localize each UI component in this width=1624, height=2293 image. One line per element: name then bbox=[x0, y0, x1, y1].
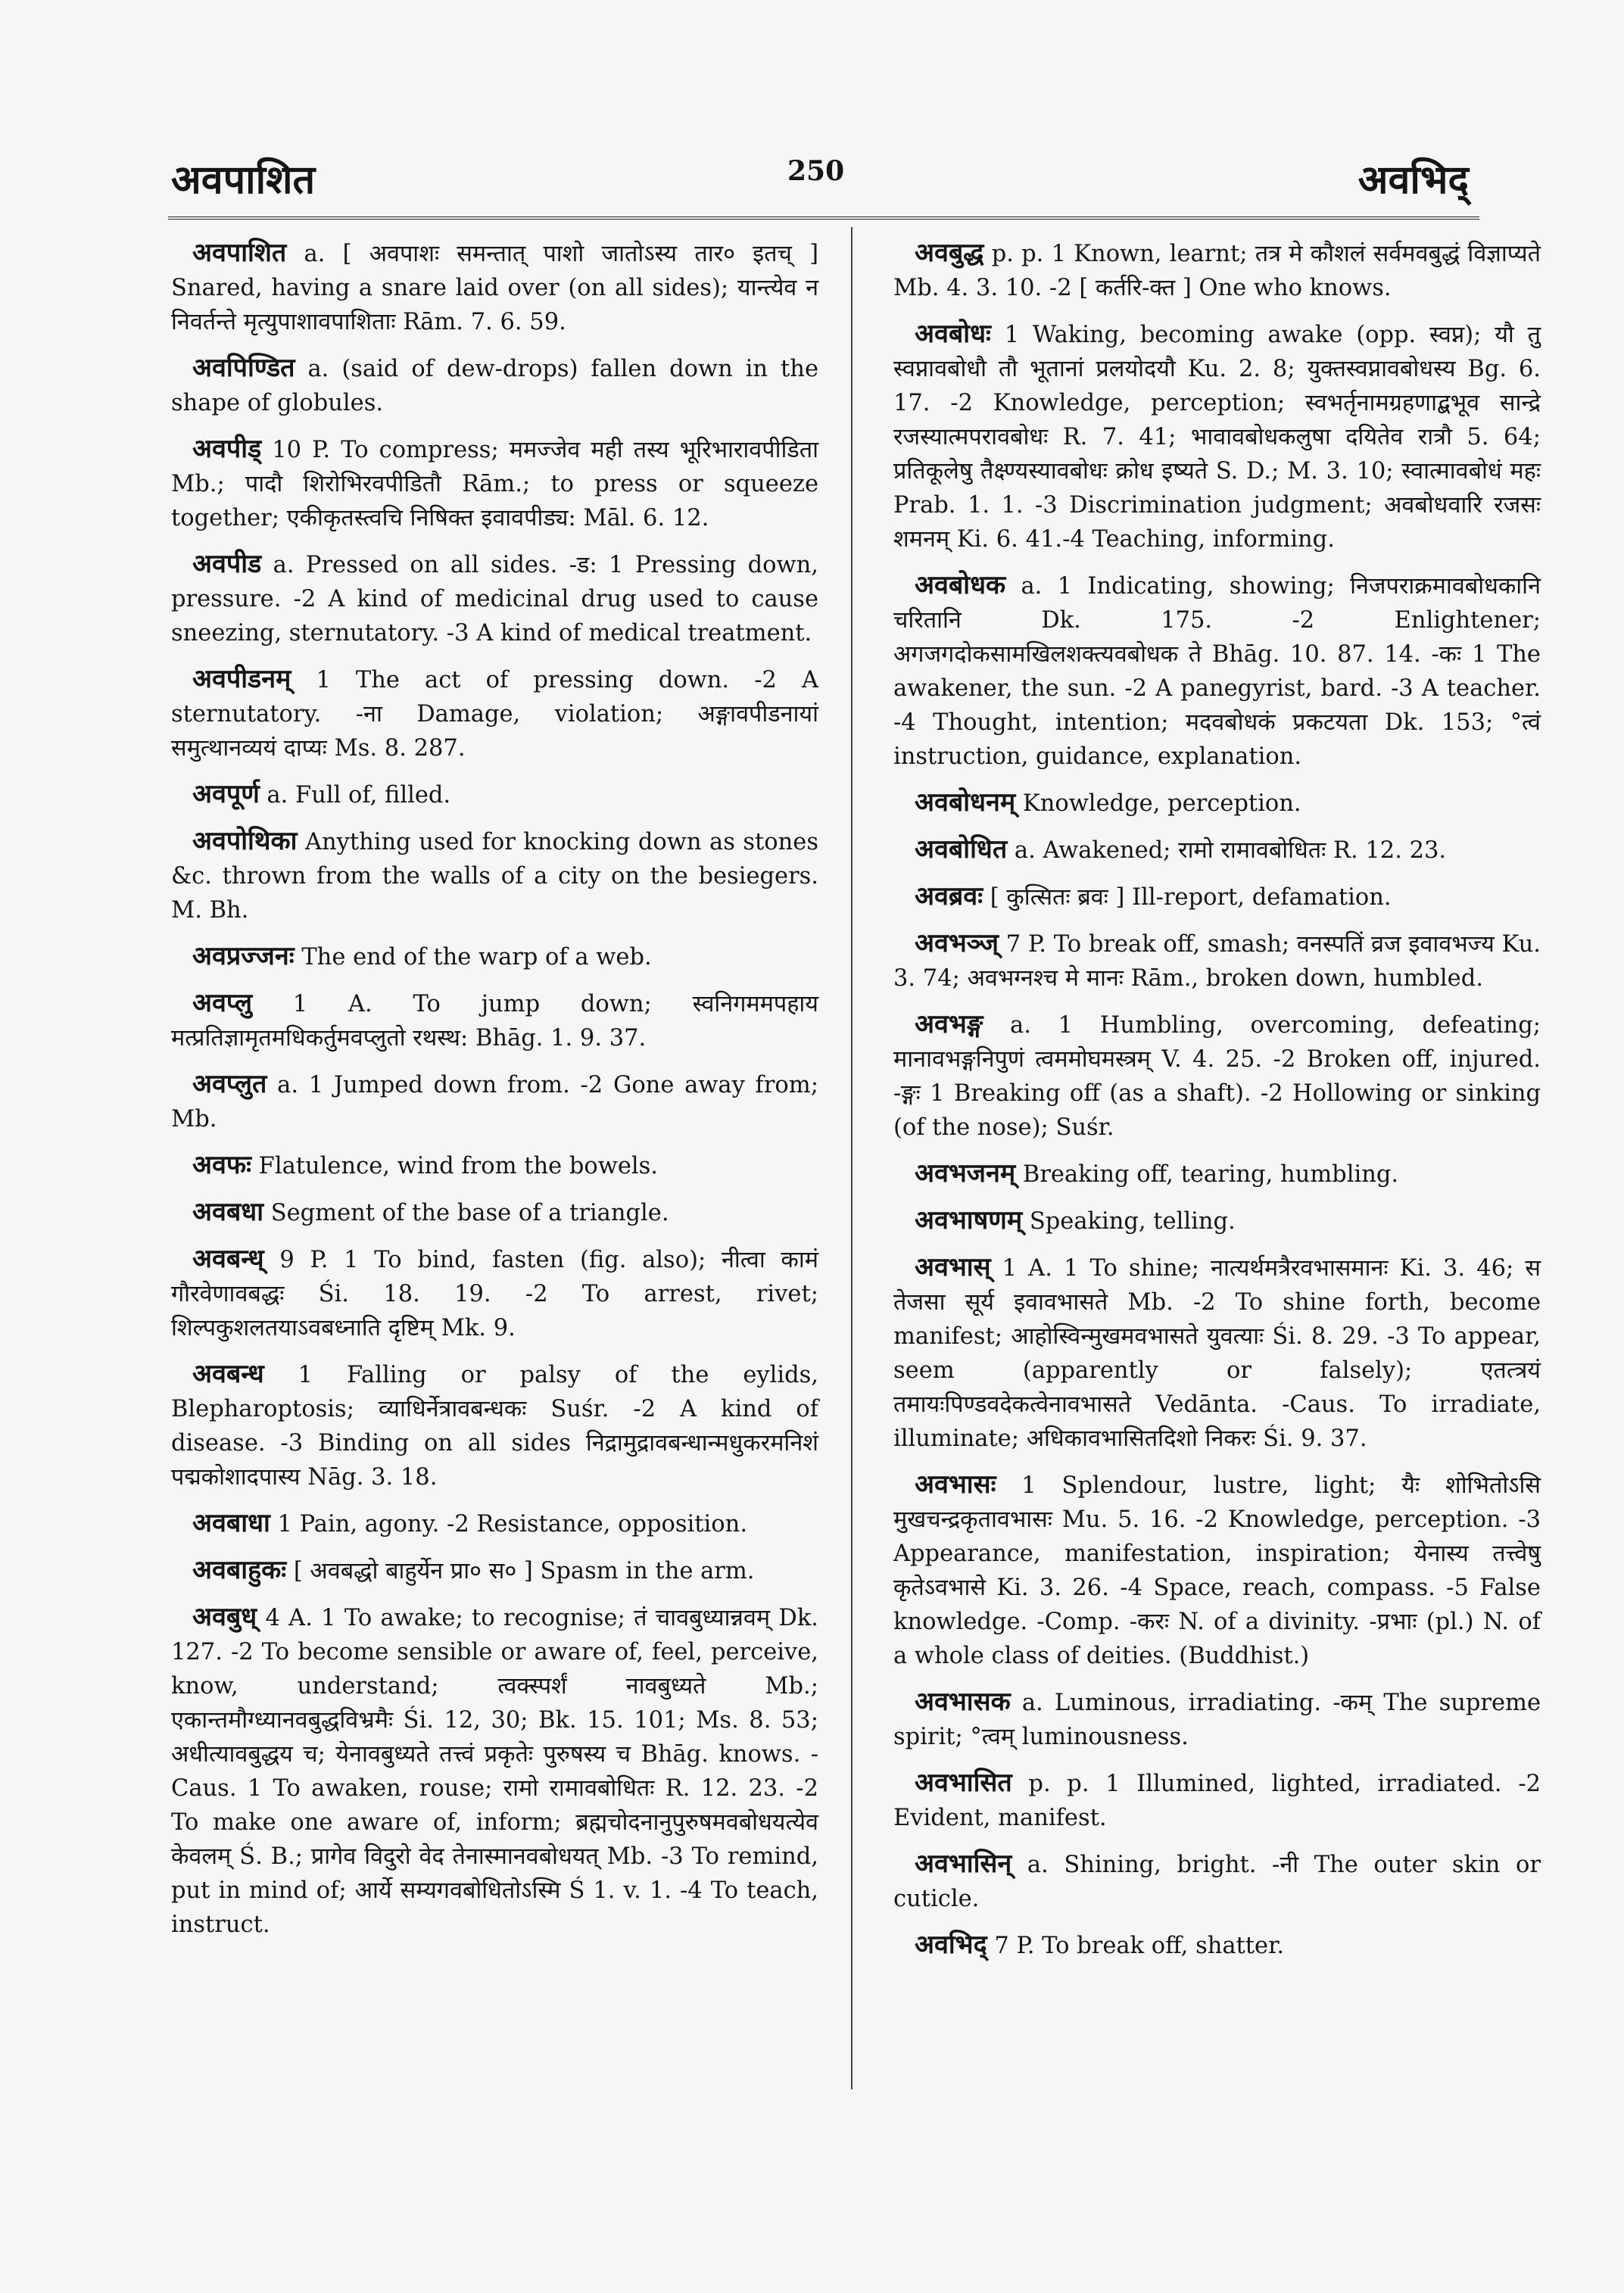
dictionary-entry bbox=[171, 1357, 818, 1494]
entry-definition: [ कुत्सितः ब्रवः ] Ill-report, defamation. bbox=[983, 884, 1392, 911]
entry-headword: अवपीड bbox=[192, 549, 262, 579]
entry-headword: अवभाषणम् bbox=[915, 1205, 1023, 1235]
entry-headword: अवबन्ध bbox=[192, 1359, 264, 1389]
entry-definition: a. 1 Jumped down from. -2 Gone away from; Mb. bbox=[171, 1072, 818, 1132]
entry-headword: अवप्रज्जनः bbox=[192, 941, 295, 971]
entry-definition: 1 Pain, agony. -2 Resistance, opposition. bbox=[270, 1511, 748, 1537]
entry-definition: 4 A. 1 To awake; to recognise; तं चावबुध्यान्नवम् Dk. 127. -2 To become sensible or aware of, feel, perceive, know, understand; त्वक्स्पर्शं नावबुध्यते Mb.; एकान्तमौग्ध्यानवबुद्धविभ्रमैः Śi. 12, 30; Bk. 15. 101; Ms. 8. 53; अधीत्यावबुद्धय च; येनावबुध्यते तत्त्वं प्रकृतेः पुरुषस्य च Bhāg. knows. -Caus. 1 To awaken, rouse; रामो रामावबोधितः R. 12. 23. -2 To make one aware of, inform; ब्रह्मचोदनानुपुरुषमवबोधयत्येव केवलम् Ś. B.; प्रागेव विदुरो वेद तेनास्मानवबोधयत् Mb. -3 To remind, put in mind of; आर्ये सम्यगवबोधितोऽस्मि Ś 1. v. 1. -4 To teach, instruct. bbox=[171, 1605, 818, 1938]
entry-headword: अवभासक bbox=[915, 1687, 1011, 1717]
entry-definition: The end of the warp of a web. bbox=[294, 944, 652, 970]
dictionary-entry bbox=[171, 986, 818, 1055]
right-column bbox=[893, 236, 1541, 1975]
header-left-headword: अवपाशित bbox=[171, 157, 316, 203]
dictionary-entry bbox=[171, 1242, 818, 1345]
entry-definition: a. Shining, bright. -नी The outer skin or cuticle. bbox=[893, 1852, 1541, 1912]
entry-definition: Knowledge, perception. bbox=[1015, 790, 1301, 817]
dictionary-entry bbox=[893, 1847, 1541, 1916]
dictionary-entry bbox=[171, 1195, 818, 1230]
page-number: 250 bbox=[787, 155, 845, 187]
dictionary-entry bbox=[171, 432, 818, 535]
dictionary-entry bbox=[893, 1251, 1541, 1456]
dictionary-entry bbox=[893, 880, 1541, 914]
dictionary-entry bbox=[893, 1468, 1541, 1673]
entry-definition: a. (said of dew-drops) fallen down in the shape of globules. bbox=[171, 356, 818, 416]
entry-headword: अवब्रवः bbox=[915, 881, 983, 911]
entry-headword: अवबुध् bbox=[192, 1602, 257, 1632]
entry-definition: 7 P. To break off, smash; वनस्पतिं व्रज इवावभज्य Ku. 3. 74; अवभग्नश्च मे मानः Rām., broken down, humbled. bbox=[893, 931, 1541, 992]
dictionary-entry bbox=[171, 236, 818, 339]
entry-headword: अवभिद् bbox=[915, 1930, 987, 1960]
entry-definition: 7 P. To break off, shatter. bbox=[987, 1933, 1285, 1959]
dictionary-entry bbox=[171, 777, 818, 812]
left-column bbox=[171, 236, 818, 1954]
page-header bbox=[0, 0, 1624, 220]
dictionary-entry bbox=[893, 786, 1541, 821]
entry-headword: अवप्लु bbox=[192, 988, 253, 1018]
entry-definition: 10 P. To compress; ममज्जेव मही तस्य भूरिभारावपीडिता Mb.; पादौ शिरोभिरवपीडितौ Rām.; to press or squeeze together; एकीकृतस्त्वचि निषिक्त इवावपीड्य: Māl. 6. 12. bbox=[171, 437, 818, 531]
dictionary-entry bbox=[893, 833, 1541, 868]
entry-headword: अवभासिन् bbox=[915, 1849, 1012, 1879]
entry-definition: Speaking, telling. bbox=[1022, 1208, 1236, 1235]
dictionary-entry bbox=[893, 1928, 1541, 1963]
entry-headword: अवबोधनम् bbox=[915, 787, 1016, 818]
dictionary-entry bbox=[171, 662, 818, 765]
dictionary-entry bbox=[893, 1766, 1541, 1835]
entry-headword: अवभास् bbox=[915, 1252, 991, 1282]
dictionary-entry bbox=[893, 927, 1541, 995]
entry-definition: a. Full of, filled. bbox=[259, 782, 451, 808]
entry-definition: Anything used for knocking down as stones &c. thrown from the walls of a city on the besiegers. M. Bh. bbox=[171, 829, 818, 924]
dictionary-entry bbox=[171, 939, 818, 974]
entry-definition: Breaking off, tearing, humbling. bbox=[1015, 1161, 1399, 1188]
dictionary-entry bbox=[893, 317, 1541, 556]
entry-headword: अवपूर्ण bbox=[192, 779, 260, 809]
entry-headword: अवफः bbox=[192, 1150, 251, 1180]
entry-definition: 1 A. To jump down; स्वनिगममपहाय मत्प्रतिज्ञामृतमधिकर्तुमवप्लुतो रथस्थ: Bhāg. 1. 9. 37. bbox=[171, 991, 818, 1051]
entry-headword: अवपिण्डित bbox=[192, 353, 295, 383]
dictionary-entry bbox=[893, 1204, 1541, 1238]
entry-headword: अवपोथिका bbox=[192, 826, 298, 856]
entry-definition: 1 Waking, becoming awake (opp. स्वप्न); यौ तु स्वप्नावबोधौ तौ भूतानां प्रलयोदयौ Ku. 2. 8; युक्तस्वप्नावबोधस्य Bg. 6. 17. -2 Knowledge, perception; स्वभर्तृनामग्रहणाद्बभूव सान्द्रे रजस्यात्मपरावबोधः R. 7. 41; भावावबोधकलुषा दयितेव रात्रौ 5. 64; प्रतिकूलेषु तैक्ष्ण्यस्यावबोधः क्रोध इष्यते S. D.; M. 3. 10; स्वात्मावबोधं महः Prab. 1. 1. -3 Discrimination judgment; अवबोधवारि रजसः शमनम् Ki. 6. 41.-4 Teaching, informing. bbox=[893, 322, 1541, 553]
entry-headword: अवभञ्ज् bbox=[915, 928, 999, 958]
dictionary-entry bbox=[171, 1506, 818, 1541]
dictionary-entry bbox=[893, 569, 1541, 774]
dictionary-entry bbox=[171, 351, 818, 420]
dictionary-entry bbox=[171, 1553, 818, 1588]
dictionary-entry bbox=[893, 1008, 1541, 1145]
dictionary-entry bbox=[893, 236, 1541, 305]
dictionary-entry bbox=[171, 1067, 818, 1136]
entry-definition: Segment of the base of a triangle. bbox=[263, 1200, 669, 1226]
column-divider bbox=[851, 227, 853, 2089]
entry-definition: p. p. 1 Known, learnt; तत्र मे कौशलं सर्वमवबुद्धं विज्ञाप्यते Mb. 4. 3. 10. -2 [ कर्तरि-क्त ] One who knows. bbox=[893, 241, 1541, 301]
entry-definition: a. Luminous, irradiating. -कम् The supreme spirit; °त्वम् luminousness. bbox=[893, 1690, 1541, 1750]
entry-headword: अवप्लुत bbox=[192, 1069, 267, 1099]
entry-definition: p. p. 1 Illumined, lighted, irradiated. -2 Evident, manifest. bbox=[893, 1771, 1541, 1831]
entry-headword: अवपाशित bbox=[192, 238, 287, 268]
dictionary-entry bbox=[171, 1600, 818, 1942]
entry-definition: a. Pressed on all sides. -ड: 1 Pressing down, pressure. -2 A kind of medicinal drug used to cause sneezing, sternutatory. -3 A kind of medical treatment. bbox=[171, 552, 818, 646]
entry-headword: अवबोधित bbox=[915, 834, 1008, 865]
dictionary-entry bbox=[893, 1685, 1541, 1754]
entry-definition: 9 P. 1 To bind, fasten (fig. also); नीत्वा कामं गौरवेणावबद्धः Śi. 18. 19. -2 To arrest, rivet; शिल्पकुशलतयाऽवबध्नाति दृष्टिम् Mk. 9. bbox=[171, 1247, 818, 1341]
entry-definition: 1 Splendour, lustre, light; यैः शोभितोऽसि मुखचन्द्रकृतावभासः Mu. 5. 16. -2 Knowledge, perception. -3 Appearance, manifestation, inspiration; येनास्य तत्त्वेषु कृतेऽवभासे Ki. 3. 26. -4 Space, reach, compass. -5 False knowledge. -Comp. -करः N. of a divinity. -प्रभाः (pl.) N. of a whole class of deities. (Buddhist.) bbox=[893, 1472, 1541, 1669]
entry-definition: a. Awakened; रामो रामावबोधितः R. 12. 23. bbox=[1007, 837, 1447, 864]
entry-headword: अवबन्ध् bbox=[192, 1244, 264, 1274]
entry-headword: अवभासित bbox=[915, 1768, 1012, 1798]
entry-definition: 1 A. 1 To shine; नात्यर्थमत्रैरवभासमानः Ki. 3. 46; स तेजसा सूर्य इवावभासते Mb. -2 To shine forth, become manifest; आहोस्विन्मुखमवभासते युवत्याः Śi. 8. 29. -3 To appear, seem (apparently or falsely); एतत्त्रयं तमायःपिण्डवदेकत्वेनावभासते Vedānta. -Caus. To irradiate, illuminate; अधिकावभासितदिशो निकरः Śi. 9. 37. bbox=[893, 1255, 1541, 1452]
dictionary-entry bbox=[171, 1148, 818, 1183]
entry-headword: अवबाधा bbox=[192, 1508, 270, 1538]
dictionary-entry bbox=[893, 1157, 1541, 1192]
entry-headword: अवबोधः bbox=[915, 319, 991, 349]
entry-headword: अवबाहुकः bbox=[192, 1555, 287, 1585]
entry-headword: अवपीड् bbox=[192, 434, 262, 464]
dictionary-entry bbox=[171, 547, 818, 650]
dictionary-entry bbox=[171, 824, 818, 927]
entry-headword: अवपीडनम् bbox=[192, 664, 291, 694]
header-rule bbox=[168, 217, 1479, 220]
header-right-headword: अवभिद् bbox=[1357, 157, 1469, 203]
entry-headword: अवभजनम् bbox=[915, 1158, 1016, 1189]
entry-definition: 1 Falling or palsy of the eylids, Blepharoptosis; व्याधिर्नेत्रावबन्धकः Suśr. -2 A kind of disease. -3 Binding on all sides निद्रामुद्रावबन्धान्मधुकरमनिशं पद्मकोशादपास्य Nāg. 3. 18. bbox=[171, 1362, 818, 1491]
entry-definition: 1 The act of pressing down. -2 A sternutatory. -ना Damage, violation; अङ्गावपीडनायां समुत्थानव्ययं दाप्यः Ms. 8. 287. bbox=[171, 667, 818, 762]
entry-headword: अवबधा bbox=[192, 1197, 264, 1227]
entry-definition: Flatulence, wind from the bowels. bbox=[251, 1153, 658, 1179]
entry-definition: a. 1 Humbling, overcoming, defeating; मानावभङ्गनिपुणं त्वममोघमस्त्रम् V. 4. 25. -2 Broken off, injured. -ङ्गः 1 Breaking off (as a shaft). -2 Hollowing or sinking (of the nose); Suśr. bbox=[893, 1012, 1541, 1141]
entry-definition: a. [ अवपाशः समन्तात् पाशो जातोऽस्य तार० इतच् ] Snared, having a snare laid over (on all sides); यान्त्येव न निवर्तन्ते मृत्युपाशावपाशिताः Rām. 7. 6. 59. bbox=[171, 241, 818, 335]
entry-headword: अवबोधक bbox=[915, 570, 1006, 600]
entry-headword: अवभासः bbox=[915, 1469, 996, 1500]
entry-headword: अवभङ्ग bbox=[915, 1009, 983, 1039]
entry-definition: [ अवबद्धो बाहुर्येन प्रा० स० ] Spasm in the arm. bbox=[286, 1558, 755, 1584]
entry-definition: a. 1 Indicating, showing; निजपराक्रमावबोधकानि चरितानि Dk. 175. -2 Enlightener; अगजगदोकसामखिलशक्त्यवबोधक ते Bhāg. 10. 87. 14. -कः 1 The awakener, the sun. -2 A panegyrist, bard. -3 A teacher. -4 Thought, intention; मदवबोधकं प्रकटयता Dk. 153; °त्वं instruction, guidance, explanation. bbox=[893, 573, 1541, 770]
entry-headword: अवबुद्ध bbox=[915, 238, 984, 268]
